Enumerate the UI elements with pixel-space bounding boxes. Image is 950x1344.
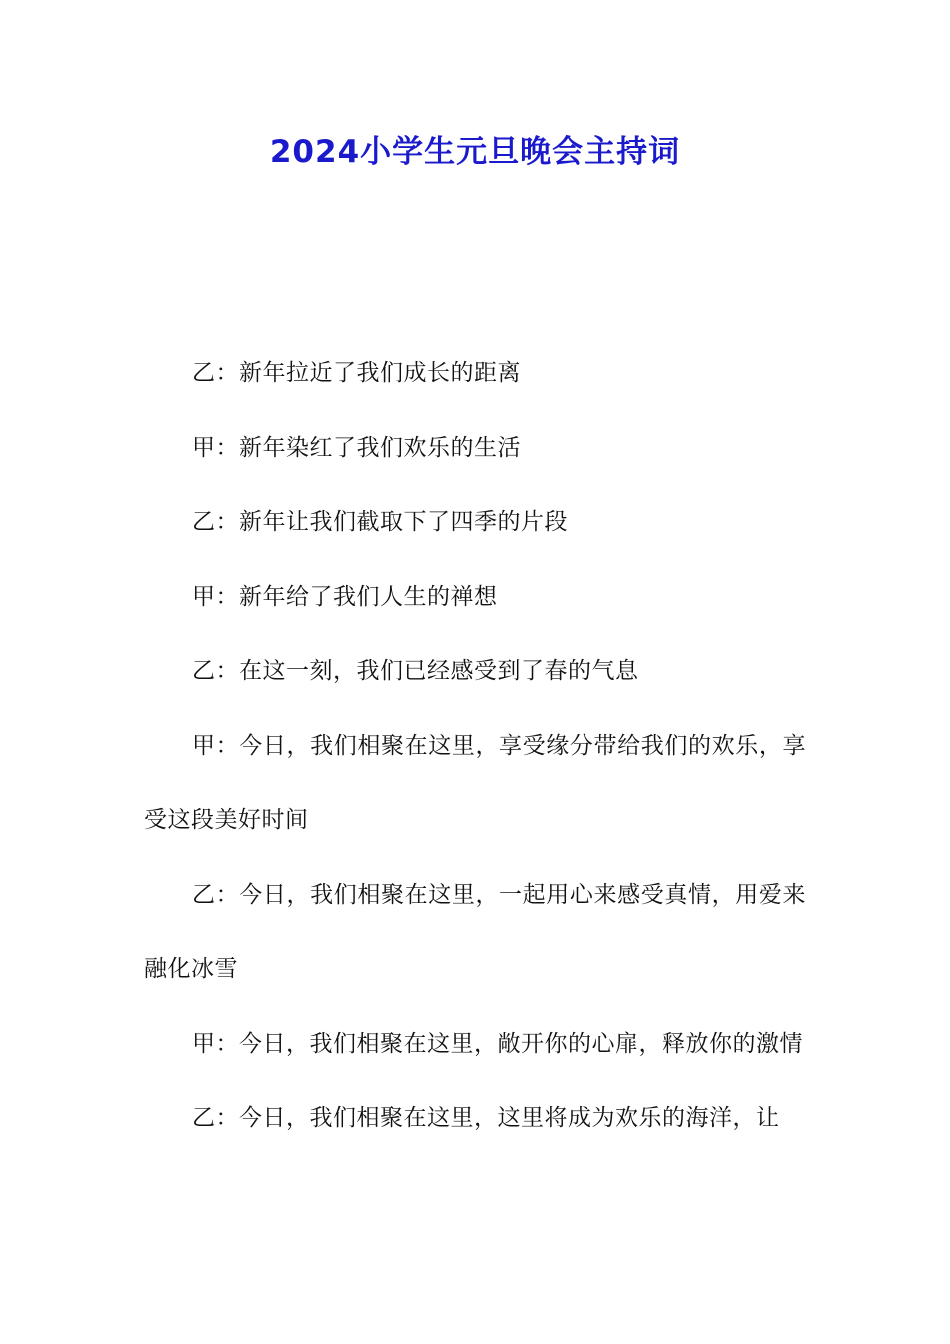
dialogue-line: 乙：新年让我们截取下了四季的片段 [192,509,568,535]
dialogue-line: 甲：新年给了我们人生的禅想 [192,583,498,610]
dialogue-line: 甲：今日，我们相聚在这里，敞开你的心扉，释放你的激情 [192,1030,803,1057]
dialogue-line: 乙：今日，我们相聚在这里，一起用心来感受真情，用爱来融化冰雪 [144,881,806,982]
dialogue-line: 乙：今日，我们相聚在这里，这里将成为欢乐的海洋，让 [192,1105,780,1131]
document-body [144,336,806,1156]
dialogue-line: 甲：今日，我们相聚在这里，享受缘分带给我们的欢乐，享受这段美好时间 [144,732,806,833]
dialogue-line: 乙：新年拉近了我们成长的距离 [192,360,521,386]
document-title: 2024小学生元旦晚会主持词 [269,134,681,170]
dialogue-line: 乙：在这一刻，我们已经感受到了春的气息 [192,658,639,684]
dialogue-line: 甲：新年染红了我们欢乐的生活 [192,434,521,461]
